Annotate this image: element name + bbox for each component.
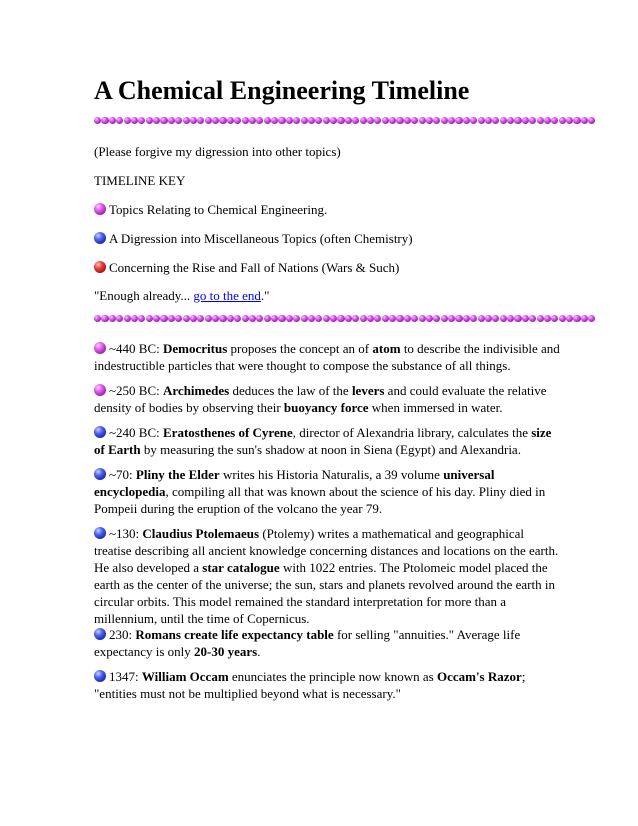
entry-bold-text: Eratosthenes of Cyrene: [163, 425, 293, 440]
divider-bead: [396, 315, 403, 322]
divider-bead: [463, 315, 470, 322]
entry-bold-text: Democritus: [163, 341, 228, 356]
divider-bead: [131, 315, 138, 322]
divider-bead: [492, 315, 499, 322]
entry-line: [94, 559, 554, 576]
divider-bead: [116, 117, 123, 124]
intro-note: (Please forgive my digression into other topics): [94, 144, 341, 159]
divider-bead: [175, 315, 182, 322]
entry-line: [94, 525, 554, 542]
timeline-entry: [94, 382, 554, 416]
key-label: Topics Relating to Chemical Engineering.: [109, 202, 328, 217]
divider-bead: [441, 117, 448, 124]
divider-bead: [183, 315, 190, 322]
divider-bead: [219, 315, 226, 322]
divider-bead: [581, 315, 588, 322]
divider-bead: [330, 315, 337, 322]
entry-line: [94, 593, 554, 610]
entry-line: [94, 500, 554, 517]
divider-bead: [101, 117, 108, 124]
go-to-end-link[interactable]: go to the end: [193, 288, 261, 303]
blue-ball-icon: [94, 670, 106, 682]
divider-bead: [205, 117, 212, 124]
divider-bead: [404, 117, 411, 124]
entry-bold-text: Archimedes: [163, 383, 230, 398]
entry-line: [94, 357, 554, 374]
entry-bold-text: buoyancy force: [283, 400, 369, 415]
divider-bead: [529, 315, 536, 322]
divider-bead: [485, 315, 492, 322]
blue-ball-icon: [94, 426, 106, 438]
divider-bead: [160, 315, 167, 322]
divider-bead: [544, 315, 551, 322]
divider-bead: [360, 117, 367, 124]
entry-text: expectancy is only: [94, 644, 194, 659]
divider-bead: [551, 315, 558, 322]
divider-bead: [426, 117, 433, 124]
entry-text: , compiling all that was known about the science of his day. Pliny died in: [165, 484, 546, 499]
timeline-entry: [94, 525, 559, 627]
divider-bead: [411, 117, 418, 124]
entry-line: [94, 610, 554, 627]
divider-bead: [116, 315, 123, 322]
entry-text: when immersed in water.: [368, 400, 503, 415]
entry-bold-text: atom: [372, 341, 401, 356]
entry-text: (Ptolemy) writes a mathematical and geographical: [259, 526, 525, 541]
divider-bead: [573, 117, 580, 124]
divider-bead: [448, 315, 455, 322]
divider-bead: [588, 117, 595, 124]
key-item-chemical-engineering: [94, 201, 546, 218]
entry-text: ~70:: [109, 467, 136, 482]
divider-bead: [500, 315, 507, 322]
divider-bead: [522, 117, 529, 124]
entry-text: for selling "annuities." Average life: [333, 627, 521, 642]
entry-text: ~130:: [109, 526, 143, 541]
divider-bead: [124, 117, 131, 124]
entry-text: Pompeii during the eruption of the volcano the year 79.: [94, 501, 383, 516]
divider-bead: [249, 117, 256, 124]
entry-line: [94, 466, 554, 483]
divider-bead: [330, 117, 337, 124]
divider-bead: [271, 117, 278, 124]
entry-text: .: [257, 644, 261, 659]
entry-text: circular orbits. This model remained the standard interpretation for more than a: [94, 594, 507, 609]
divider-bead: [212, 117, 219, 124]
divider-bead: [470, 117, 477, 124]
divider-bead: [433, 315, 440, 322]
divider-bead: [190, 315, 197, 322]
entry-bold-text: encyclopedia: [94, 484, 166, 499]
divider-bead: [124, 315, 131, 322]
divider-bead: [278, 315, 285, 322]
timeline-entry: [94, 466, 554, 517]
divider-bead: [507, 315, 514, 322]
entry-text: ~240 BC:: [109, 425, 163, 440]
entry-text: treatise describing all ancient knowledge concerning distances and locations on the earth.: [94, 543, 559, 558]
divider-bead: [448, 117, 455, 124]
divider-bead: [94, 315, 101, 322]
divider-bead: [345, 117, 352, 124]
divider-bead: [352, 117, 359, 124]
divider-bead: [301, 117, 308, 124]
entry-bold-text: size: [531, 425, 552, 440]
divider-bead: [315, 117, 322, 124]
entry-text: indestructible particles that were thought to compose the substance of all things.: [94, 358, 511, 373]
enough-suffix: .": [260, 288, 270, 303]
entry-line: [94, 542, 559, 559]
divider-bead: [367, 117, 374, 124]
key-label: A Digression into Miscellaneous Topics (often Chemistry): [109, 231, 413, 246]
divider-bead: [559, 117, 566, 124]
entry-text: millennium, until the time of Copernicus.: [94, 611, 310, 626]
divider-bead: [345, 315, 352, 322]
divider-bead: [389, 117, 396, 124]
blue-ball-icon: [94, 628, 106, 640]
entry-text: ~440 BC:: [109, 341, 163, 356]
divider-bead: [544, 117, 551, 124]
divider-bead: [492, 117, 499, 124]
divider-bead: [514, 315, 521, 322]
divider-bead: [581, 117, 588, 124]
key-label: Concerning the Rise and Fall of Nations (Wars & Such): [109, 260, 400, 275]
divider-bead: [212, 315, 219, 322]
divider-bead: [138, 315, 145, 322]
divider-bead: [566, 117, 573, 124]
divider-bead: [286, 117, 293, 124]
divider-bead: [337, 315, 344, 322]
entry-line: [94, 685, 554, 702]
divider-bead: [197, 117, 204, 124]
divider-bead: [293, 117, 300, 124]
divider-bead: [360, 315, 367, 322]
divider-bead: [323, 117, 330, 124]
divider-bead: [256, 117, 263, 124]
divider-bead: [301, 315, 308, 322]
entry-line: [94, 483, 554, 500]
divider-bead: [190, 117, 197, 124]
enough-already-line: [94, 287, 546, 304]
divider-bead: [131, 117, 138, 124]
divider-bead: [337, 117, 344, 124]
entry-text: , director of Alexandria library, calculates the: [292, 425, 532, 440]
divider-bead: [175, 117, 182, 124]
divider-bead: [308, 315, 315, 322]
entry-text: enunciates the principle now known as: [228, 669, 437, 684]
entry-text: earth as the center of the universe; the sun, stars and planets revolved around the earth in: [94, 577, 555, 592]
key-item-nations: [94, 259, 546, 276]
entry-text: writes his Historia Naturalis, a 39 volume: [219, 467, 444, 482]
entry-text: proposes the concept an of: [227, 341, 373, 356]
timeline-entry: [94, 340, 560, 374]
divider-bead: [227, 315, 234, 322]
divider-bead: [396, 117, 403, 124]
divider-bead: [441, 315, 448, 322]
divider-bead: [197, 315, 204, 322]
divider-bead: [242, 315, 249, 322]
entry-bold-text: Romans create life expectancy table: [135, 627, 334, 642]
divider-bead: [160, 117, 167, 124]
divider-bead: [426, 315, 433, 322]
entry-line: [94, 424, 554, 441]
divider-bead: [374, 315, 381, 322]
entry-bold-text: Occam's Razor: [436, 669, 522, 684]
entry-text: deduces the law of the: [229, 383, 352, 398]
divider-bead: [271, 315, 278, 322]
blue-ball-icon: [94, 232, 106, 244]
divider-bead: [382, 117, 389, 124]
divider-bead: [101, 315, 108, 322]
divider-bead: [205, 315, 212, 322]
entry-line: [94, 576, 554, 593]
entry-text: by measuring the sun's shadow at noon in Siena (Egypt) and Alexandria.: [140, 442, 521, 457]
entry-text: and could evaluate the relative: [384, 383, 547, 398]
entry-bold-text: universal: [443, 467, 495, 482]
divider-bead: [168, 117, 175, 124]
divider-bead: [234, 315, 241, 322]
timeline-entry: [94, 626, 554, 660]
divider-bead: [463, 117, 470, 124]
purple-ball-icon: [94, 384, 106, 396]
timeline-entry: [94, 668, 554, 702]
divider-bead: [537, 315, 544, 322]
divider-bead: [470, 315, 477, 322]
entry-bold-text: star catalogue: [202, 560, 280, 575]
divider-bead: [573, 315, 580, 322]
entry-line: [94, 340, 560, 357]
page-title: A Chemical Engineering Timeline: [94, 76, 470, 105]
red-ball-icon: [94, 261, 106, 273]
divider-bead: [256, 315, 263, 322]
divider-bead: [138, 117, 145, 124]
divider-bead: [411, 315, 418, 322]
divider-bead: [537, 117, 544, 124]
divider-bead: [514, 117, 521, 124]
purple-ball-icon: [94, 203, 106, 215]
entry-text: with 1022 entries. The Ptolomeic model placed the: [279, 560, 548, 575]
divider-bead: [153, 315, 160, 322]
entry-text: 1347:: [109, 669, 142, 684]
divider-bead: [529, 117, 536, 124]
entry-text: to describe the indivisible and: [400, 341, 560, 356]
entry-text: 230:: [109, 627, 136, 642]
divider-bead: [168, 315, 175, 322]
divider-bead: [367, 315, 374, 322]
bead-divider-bottom: [94, 315, 596, 324]
divider-bead: [478, 117, 485, 124]
divider-bead: [323, 315, 330, 322]
divider-bead: [242, 117, 249, 124]
divider-bead: [559, 315, 566, 322]
entry-bold-text: Claudius Ptolemaeus: [142, 526, 260, 541]
divider-bead: [374, 117, 381, 124]
entry-text: He also developed a: [94, 560, 203, 575]
divider-bead: [286, 315, 293, 322]
divider-bead: [146, 315, 153, 322]
divider-bead: [485, 117, 492, 124]
divider-bead: [389, 315, 396, 322]
entry-bold-text: Pliny the Elder: [135, 467, 220, 482]
key-item-digression: [94, 230, 546, 247]
divider-bead: [315, 315, 322, 322]
entry-bold-text: 20-30 years: [194, 644, 258, 659]
entry-line: [94, 382, 554, 399]
entry-line: [94, 399, 554, 416]
divider-bead: [234, 117, 241, 124]
enough-prefix: "Enough already...: [94, 288, 194, 303]
divider-bead: [419, 117, 426, 124]
divider-bead: [264, 315, 271, 322]
divider-bead: [249, 315, 256, 322]
divider-bead: [507, 117, 514, 124]
entry-line: [94, 441, 554, 458]
divider-bead: [109, 117, 116, 124]
entry-line: [94, 668, 554, 685]
timeline-entry: [94, 424, 554, 458]
divider-bead: [478, 315, 485, 322]
divider-bead: [500, 117, 507, 124]
divider-bead: [551, 117, 558, 124]
divider-bead: [146, 117, 153, 124]
entry-text: density of bodies by observing their: [94, 400, 284, 415]
entry-line: [94, 643, 554, 660]
divider-bead: [433, 117, 440, 124]
divider-bead: [293, 315, 300, 322]
divider-bead: [566, 315, 573, 322]
divider-bead: [278, 117, 285, 124]
divider-bead: [352, 315, 359, 322]
divider-bead: [588, 315, 595, 322]
divider-bead: [419, 315, 426, 322]
entry-bold-text: William Occam: [141, 669, 229, 684]
divider-bead: [455, 117, 462, 124]
divider-bead: [404, 315, 411, 322]
entry-text: ~250 BC:: [109, 383, 163, 398]
divider-bead: [455, 315, 462, 322]
divider-bead: [522, 315, 529, 322]
divider-bead: [109, 315, 116, 322]
entry-line: [94, 626, 554, 643]
divider-bead: [94, 117, 101, 124]
blue-ball-icon: [94, 468, 106, 480]
bead-divider-top: [94, 117, 596, 126]
divider-bead: [183, 117, 190, 124]
entry-text: "entities must not be multiplied beyond what is necessary.": [94, 686, 401, 701]
divider-bead: [264, 117, 271, 124]
timeline-key-heading: TIMELINE KEY: [94, 173, 186, 188]
divider-bead: [153, 117, 160, 124]
divider-bead: [382, 315, 389, 322]
entry-bold-text: levers: [351, 383, 385, 398]
purple-ball-icon: [94, 342, 106, 354]
entry-text: ;: [521, 669, 526, 684]
divider-bead: [308, 117, 315, 124]
entry-bold-text: of Earth: [94, 442, 141, 457]
divider-bead: [227, 117, 234, 124]
blue-ball-icon: [94, 527, 106, 539]
divider-bead: [219, 117, 226, 124]
